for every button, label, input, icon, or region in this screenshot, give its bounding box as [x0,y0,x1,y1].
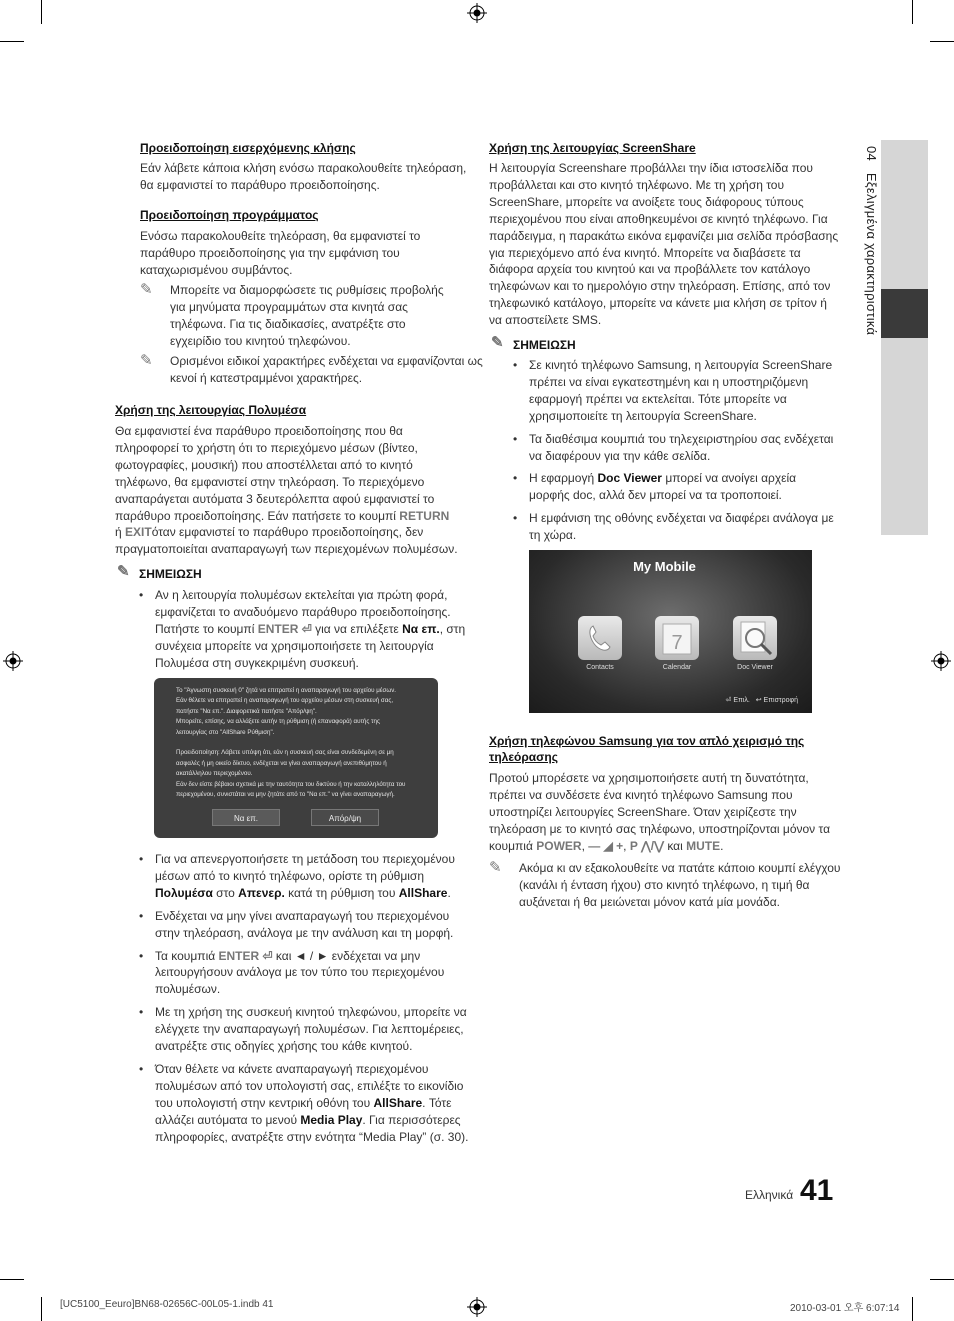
paragraph-incoming-call: Εάν λάβετε κάποια κλήση ενόσω παρακολουθείτε τηλεόραση, θα εμφανιστεί το παράθυρο προειδοποίησης. [140,161,467,192]
dialog-line [176,738,426,748]
dialog-reject-button[interactable]: Απόρ/ψη [311,809,379,826]
dialog-line: περιεχομένου, συνιστάται να μην ζητάτε από το "Να επ." να γίνει αναπαραγωγή. [176,791,395,799]
crop-mark [912,0,913,24]
dialog-line: Εάν δεν είστε βέβαιοι σχετικά με την ταυτότητα του δικτύου ή την καταλληλότητα του [176,780,406,788]
paragraph-samsung-phone: Προτού μπορέσετε να χρησιμοποιήσετε αυτή τη δυνατότητα, πρέπει να συνδέσετε ένα κινητό τηλέφωνο Samsung που υποστηρίζει λειτουργίες ScreenShare. Όταν χειρίζεστε την τηλεόραση με το κινητό σας τηλέφωνο, υποστηρίζονται μόνον τα κουμπιά POWER, — ◢ +, P ⋀/⋁ και MUTE. [489,771,831,853]
calendar-label: Calendar [662,664,692,671]
enter-icon: ⏎ [259,948,273,963]
crop-mark [41,0,42,24]
dialog-line: Προειδοποίηση: Λάβετε υπόψη ότι, εάν η συσκευή σας είναι συνδεδεμένη σε μη [176,749,394,757]
note-list-second [139,851,469,1152]
dialog-line: Το "Άγνωστη συσκευή 0" ζητά να επιτραπεί η αναπαραγωγή του αρχείου μέσων. [176,687,397,694]
crop-mark [41,1297,42,1321]
note-special-characters: ✎ Ορισμένοι ειδικοί χαρακτήρες ενδέχεται να εμφανίζονται ως κενοί ή κατεστραμμένοι χαρακτήρες. [140,352,483,385]
select-hint: Επιλ. [733,697,750,704]
dialog-yes-button[interactable]: Να επ. [212,809,280,826]
section-heading-multimedia: Χρήση της λειτουργίας Πολυμέσα [115,403,307,417]
section-heading-incoming-call: Προειδοποίηση εισερχόμενης κλήσης [140,141,356,155]
pencil-note-icon: ✎ [491,334,504,351]
note-program-settings: ✎ Μπορείτε να διαμορφώσετε τις ρυθμίσεις προβολής για μηνύματα προγραμμάτων στα κινητά σας τηλέφωνα. Για τις διαδικασίες, ανατρέξτε στο εγχειρίδιο του κινητού τηλεφώνου. [140,281,444,348]
pencil-note-icon: ✎ [140,281,153,298]
contacts-icon[interactable] [578,616,622,660]
dialog-line: πατήστε "Να επ.". Διαφορετικά πατήστε "Απόρ/ψη". [176,707,317,715]
return-icon: ↩ [755,697,762,704]
dialog-message [176,686,426,800]
list-item: • Η εφαρμογή Doc Viewer μπορεί να ανοίγει αρχεία μορφής doc, αλλά δεν μπορεί να τα τροποποιεί. [513,471,797,503]
pencil-note-icon: ✎ [489,859,502,876]
paragraph-multimedia: Θα εμφανιστεί ένα παράθυρο προειδοποίησης που θα πληροφορεί το χρήστη ότι το περιεχόμενο μέσων (βίντεο, φωτογραφίες, μουσική) που αποστέλλεται από το κινητό τηλέφωνο, θα εμφανιστεί στην τηλεόραση. Το περιεχόμενο αναπαράγεται αυτόματα 3 δευτερόλεπτα αφού εμφανιστεί το παράθυρο προειδοποίησης. Εάν πατήσετε το κουμπί RETURN ή EXITόταν εμφανιστεί το παράθυρο προειδοποίησης, δεν πραγματοποιείται αναπαραγωγή των περιεχομένων πολυμέσων. [115,424,458,557]
calendar-icon[interactable] [655,616,699,660]
crop-mark [0,1279,24,1280]
crop-mark [0,41,24,42]
return-hint: Επιστροφή [763,697,798,704]
list-item: • Ενδέχεται να μην γίνει αναπαραγωγή του περιεχομένου στην τηλεόραση, ανάλογα με την ανάλυση και τη μορφή. [139,908,454,940]
crop-mark [930,41,954,42]
contacts-label: Contacts [586,664,614,671]
section-heading-program-alert: Προειδοποίηση προγράμματος [140,208,319,222]
note-heading-right: ✎ ΣΗΜΕΙΩΣΗ [491,334,576,352]
pencil-note-icon: ✎ [117,563,130,580]
page-language: Ελληνικά [745,1188,794,1202]
crop-mark [930,1279,954,1280]
paragraph-screenshare: Η λειτουργία Screenshare προβάλλει την ίδια ιστοσελίδα που προβάλλεται και στο κινητό τηλέφωνο. Με τη χρήση του ScreenShare, μπορείτε να ανοίξετε τους διάφορους τύπους περιεχομένου που είναι αποθηκευμένοι σε κινητό τηλέφωνο. Για παράδειγμα, η παρακάτω εικόνα εμφανίζει μια σελίδα πρόσβασης για περιεχόμενο από ένα κινητό. Μπορείτε να διαβάσετε τα διάφορα αρχεία του κινητού και να προβάλλετε τον κατάλογο τηλεφώνων και το ημερολόγιο στην τηλεόραση. Επίσης, από τον τηλεφωνικό κατάλογο, μπορείτε να κάνετε μια κλήση σε τρίτον ή να αποστείλετε SMS. [489,161,839,328]
enter-icon: ⏎ [725,697,732,704]
list-item: • Όταν θέλετε να κάνετε αναπαραγωγή περιεχομένου πολυμέσων από τον υπολογιστή σας, επιλέξτε το εικονίδιο του υπολογιστή στην κεντρική οθόνη του AllShare. Τότε αλλάζει αυτόματα το μενού Media Play. Για περισσότερες πληροφορίες, ανατρέξτε στην ενότητα “Media Play” (σ. 30). [139,1061,469,1144]
crop-mark [912,1297,913,1321]
note-single-step: ✎ Ακόμα κι αν εξακολουθείτε να πατάτε κάποιο κουμπί ελέγχου (κανάλι ή ένταση ήχου) στο κινητό τηλέφωνο, η τιμή θα αυξάνεται ή θα μειώνεται μόνον κατά μία μονάδα. [489,859,841,909]
doc-viewer-label: Doc Viewer [737,664,773,671]
my-mobile-hints [726,696,798,704]
pencil-note-icon: ✎ [140,352,153,369]
list-item: • Τα διαθέσιμα κουμπιά του τηλεχειριστηρίου σας ενδέχεται να διαφέρουν για την κάθε σελίδα. [513,431,834,463]
chapter-tab-marker [881,289,928,338]
note-list-first [139,587,469,678]
registration-mark-icon [467,3,487,23]
my-mobile-screen [529,550,812,713]
svg-text:7: 7 [671,632,683,654]
registration-mark-icon [931,651,951,671]
note-heading-left: ✎ ΣΗΜΕΙΩΣΗ [117,563,202,581]
chapter-tab-label: 04 Εξελιγμένα χαρακτηριστικά [864,146,879,336]
footer-file-info: [UC5100_Eeuro]BN68-02656C-00L05-1.indb 41 [60,1299,274,1310]
dialog-line: Μπορείτε, επίσης, να αλλάξετε αυτήν τη ρύθμιση (ή επαναφορά) αυτής της [176,718,380,726]
dialog-line: Εάν θέλετε να επιτραπεί η αναπαραγωγή του αρχείου μέσων στη συσκευή σας, [176,697,394,705]
list-item: • Η εμφάνιση της οθόνης ενδέχεται να διαφέρει ανάλογα με τη χώρα. [513,511,834,543]
dialog-line: ακατάλληλου περιεχομένου. [176,770,253,778]
dialog-line: ασφαλές ή μη οικείο δίκτυο, ενδέχεται να γίνει αναπαραγωγή ανεπιθύμητου ή [176,759,387,767]
list-item: • Με τη χρήση της συσκευή κινητού τηλεφώνου, μπορείτε να ελέγχετε την αναπαραγωγή πολυμέσων. Για λεπτομέρειες, ανατρέξτε στις οδηγίες χρήσης του κάθε κινητού. [139,1005,467,1054]
list-item: • Για να απενεργοποιήσετε τη μετάδοση του περιεχομένου μέσων από το κινητό τηλέφωνο, ορίστε τη ρύθμιση Πολυμέσα στο Απενερ. κατά τη ρύθμιση του AllShare. [139,852,455,900]
my-mobile-title: My Mobile [633,559,696,574]
enter-icon: ⏎ [298,621,312,636]
list-item: • Σε κινητό τηλέφωνο Samsung, η λειτουργία ScreenShare πρέπει να είναι εγκατεστημένη και η υποστηριζόμενη εφαρμογή πρέπει να εκτελείται. Τότε μπορείτε να χρησιμοποιείτε τη λειτουργία ScreenShare. [513,358,833,423]
registration-mark-icon [3,651,23,671]
registration-mark-icon [467,1297,487,1317]
paragraph-program-alert: Ενόσω παρακολουθείτε τηλεόραση, θα εμφανιστεί το παράθυρο προειδοποίησης για την εμφάνιση του καταχωρισμένου συμβάντος. [140,229,421,277]
media-permission-dialog [154,678,438,838]
section-heading-samsung-phone: Χρήση τηλεφώνου Samsung για τον απλό χειρισμό της τηλεόρασης [489,734,805,764]
dialog-line: λειτουργίας στο "AllShare Ρύθμιση". [176,728,275,736]
doc-viewer-icon[interactable] [733,616,777,660]
footer-timestamp: 2010-03-01 오후 6:07:14 [790,1303,900,1314]
list-item: • Αν η λειτουργία πολυμέσων εκτελείται για πρώτη φορά, εμφανίζεται το αναδυόμενο παράθυρο προειδοποίησης. Πατήστε το κουμπί ENTER ⏎ για να επιλέξετε Να επ., στη συνέχεια μπορείτε να χρησιμοποιήσετε τη λειτουργία Πολυμέσα στη συγκεκριμένη συσκευή. [139,588,466,670]
section-heading-screenshare: Χρήση της λειτουργίας ScreenShare [489,141,696,155]
note-list-right [513,357,838,550]
page-number: 41 [800,1174,834,1207]
list-item: • Τα κουμπιά ENTER ⏎ και ◄ / ► ενδέχεται να μην λειτουργήσουν ανάλογα με τον τύπο του περιεχομένου πολυμέσων. [139,948,445,997]
